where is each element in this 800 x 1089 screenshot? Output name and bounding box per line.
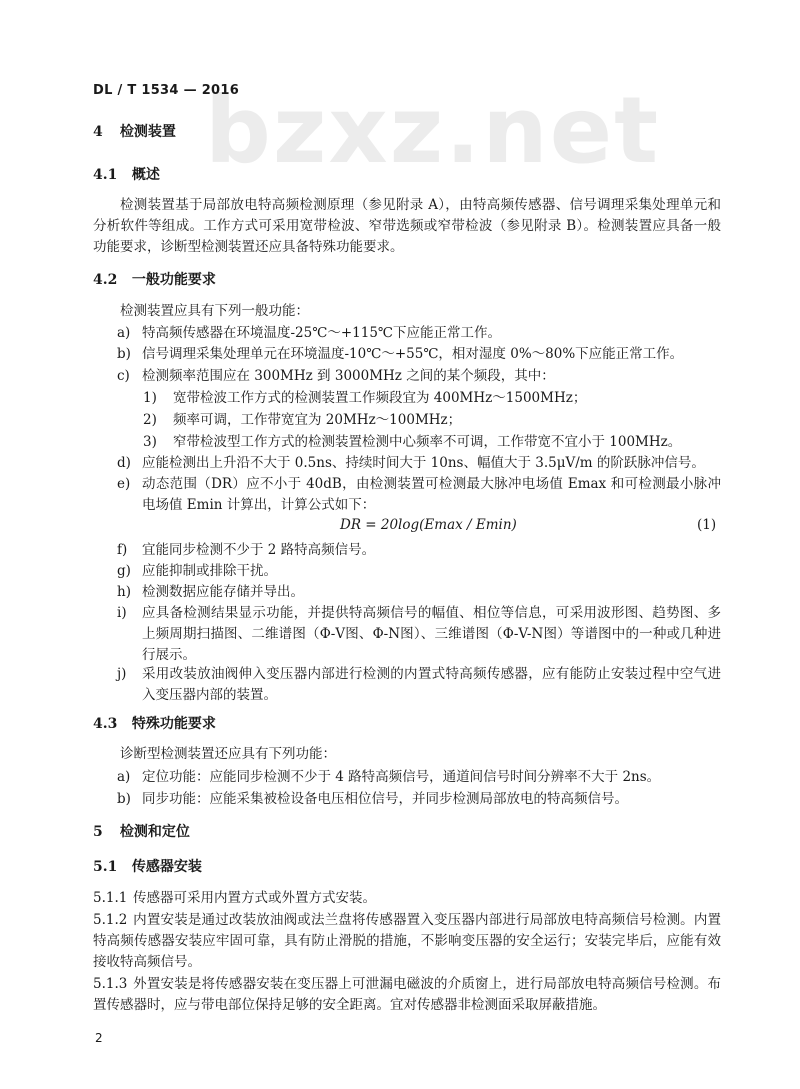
section-number: 5.1 (93, 859, 118, 875)
list-label: g) (117, 563, 131, 579)
list-item-b (117, 344, 721, 365)
standard-code-header: DL / T 1534 — 2016 (93, 83, 240, 98)
clause-text: 内置安装是通过改装放油阀或法兰盘将传感器置入变压器内部进行局部放电特高频信号检测。内置特高频传感器安装应牢固可靠，具有防止滑脱的措施，不影响变压器的安全运行；安装完毕后，应能有效接收特高频信号。 (93, 912, 721, 970)
list-item-f (117, 540, 721, 561)
sub-item-3 (143, 432, 681, 453)
list-label: h) (117, 584, 131, 600)
page-number: 2 (95, 1031, 103, 1045)
list-label: j) (117, 666, 127, 682)
list-item-b (117, 789, 721, 810)
list-item-c (117, 366, 721, 387)
list-text: 应具备检测结果显示功能，并提供特高频信号的幅值、相位等信息，可采用波形图、趋势图、多上频周期扫描图、二维谱图（Φ-V图、Φ-N图）、三维谱图（Φ-V-N图）等谱图中的一种或几种进行展示。 (142, 605, 721, 663)
section-title: 概述 (131, 167, 160, 183)
list-label: c) (117, 368, 130, 384)
sub-label: 1) (143, 390, 157, 406)
list-text: 信号调理采集处理单元在环境温度-10℃～+55℃，相对湿度 0%～80%下应能正常工作。 (142, 346, 684, 362)
watermark: bzxz.net (205, 77, 661, 184)
list-text: 定位功能：应能同步检测不少于 4 路特高频信号，通道间信号时间分辨率不大于 2ns。 (142, 769, 661, 785)
list-label: b) (117, 346, 131, 362)
section-number: 4.1 (93, 167, 118, 183)
clause-number: 5.1.1 (93, 890, 128, 906)
clause-number: 5.1.3 (93, 976, 128, 992)
section-4-2-heading (93, 270, 216, 291)
sub-item-2 (143, 410, 461, 431)
list-label: b) (117, 791, 131, 807)
section-5-1-heading (93, 857, 202, 878)
list-item-a (117, 323, 721, 344)
list-label: f) (117, 542, 128, 558)
section-4-heading (93, 122, 176, 143)
list-text: 检测频率范围应在 300MHz 到 3000MHz 之间的某个频段，其中： (142, 368, 555, 384)
list-item-j (117, 664, 721, 706)
clause-5-1-1 (93, 888, 721, 909)
list-item-h (117, 582, 721, 603)
section-4-3-intro: 诊断型检测装置还应具有下列功能： (120, 746, 336, 762)
sub-label: 3) (143, 434, 157, 450)
section-number: 4 (93, 124, 103, 140)
list-label: i) (117, 605, 127, 621)
sub-text: 窄带检波型工作方式的检测装置检测中心频率不可调，工作带宽不宜小于 100MHz。 (173, 434, 682, 450)
clause-5-1-2 (93, 910, 721, 973)
list-item-d (117, 453, 721, 474)
section-number: 4.2 (93, 272, 118, 288)
formula-dynamic-range: DR = 20log(Emax / Emin) (340, 517, 517, 533)
clause-5-1-3 (93, 974, 721, 1016)
sub-text: 频率可调，工作带宽宜为 20MHz～100MHz； (173, 412, 462, 428)
list-item-e (117, 474, 721, 516)
list-text: 应能抑制或排除干扰。 (142, 563, 277, 579)
section-title: 一般功能要求 (131, 272, 216, 288)
list-item-i (117, 603, 721, 666)
sub-item-1 (143, 388, 586, 409)
list-text: 采用改装放油阀伸入变压器内部进行检测的内置式特高频传感器，应有能防止安装过程中空气进入变压器内部的装置。 (142, 666, 721, 703)
list-text: 宜能同步检测不少于 2 路特高频信号。 (142, 542, 376, 558)
clause-number: 5.1.2 (93, 912, 128, 928)
section-title: 传感器安装 (131, 859, 202, 875)
list-text: 检测数据应能存储并导出。 (142, 584, 304, 600)
list-label: d) (117, 455, 131, 471)
section-4-1-paragraph: 检测装置基于局部放电特高频检测原理（参见附录 A），由特高频传感器、信号调理采集处理单元和分析软件等组成。工作方式可采用宽带检波、窄带选频或窄带检波（参见附录 B）。检测装置应具备一般功能要求，诊断型检测装置还应具备特殊功能要求。 (93, 197, 721, 255)
section-4-2-intro: 检测装置应具有下列一般功能： (120, 303, 309, 319)
list-label: a) (117, 769, 131, 785)
clause-text: 外置安装是将传感器安装在变压器上可泄漏电磁波的介质窗上，进行局部放电特高频信号检测。布置传感器时，应与带电部位保持足够的安全距离。宜对传感器非检测面采取屏蔽措施。 (93, 976, 721, 1013)
section-4-3-heading (93, 714, 216, 735)
sub-label: 2) (143, 412, 157, 428)
list-label: a) (117, 325, 131, 341)
list-item-g (117, 561, 721, 582)
section-number: 4.3 (93, 716, 118, 732)
clause-text: 传感器可采用内置方式或外置方式安装。 (133, 890, 376, 906)
section-title: 特殊功能要求 (131, 716, 216, 732)
sub-text: 宽带检波工作方式的检测装置工作频段宜为 400MHz～1500MHz； (173, 390, 587, 406)
section-title: 检测装置 (119, 124, 176, 140)
section-4-1-heading (93, 165, 160, 186)
section-5-heading (93, 822, 190, 843)
list-item-a (117, 767, 721, 788)
formula-number: (1) (697, 517, 717, 533)
list-text: 应能检测出上升沿不大于 0.5ns、持续时间大于 10ns、幅值大于 3.5μV/m 的阶跃脉冲信号。 (142, 455, 705, 471)
list-text: 动态范围（DR）应不小于 40dB，由检测装置可检测最大脉冲电场值 Emax 和可检测最小脉冲电场值 Emin 计算出，计算公式如下： (142, 476, 721, 513)
section-title: 检测和定位 (119, 824, 190, 840)
list-label: e) (117, 476, 131, 492)
list-text: 特高频传感器在环境温度-25℃～+115℃下应能正常工作。 (142, 325, 502, 341)
list-text: 同步功能：应能采集被检设备电压相位信号，并同步检测局部放电的特高频信号。 (142, 791, 628, 807)
section-number: 5 (93, 824, 103, 840)
